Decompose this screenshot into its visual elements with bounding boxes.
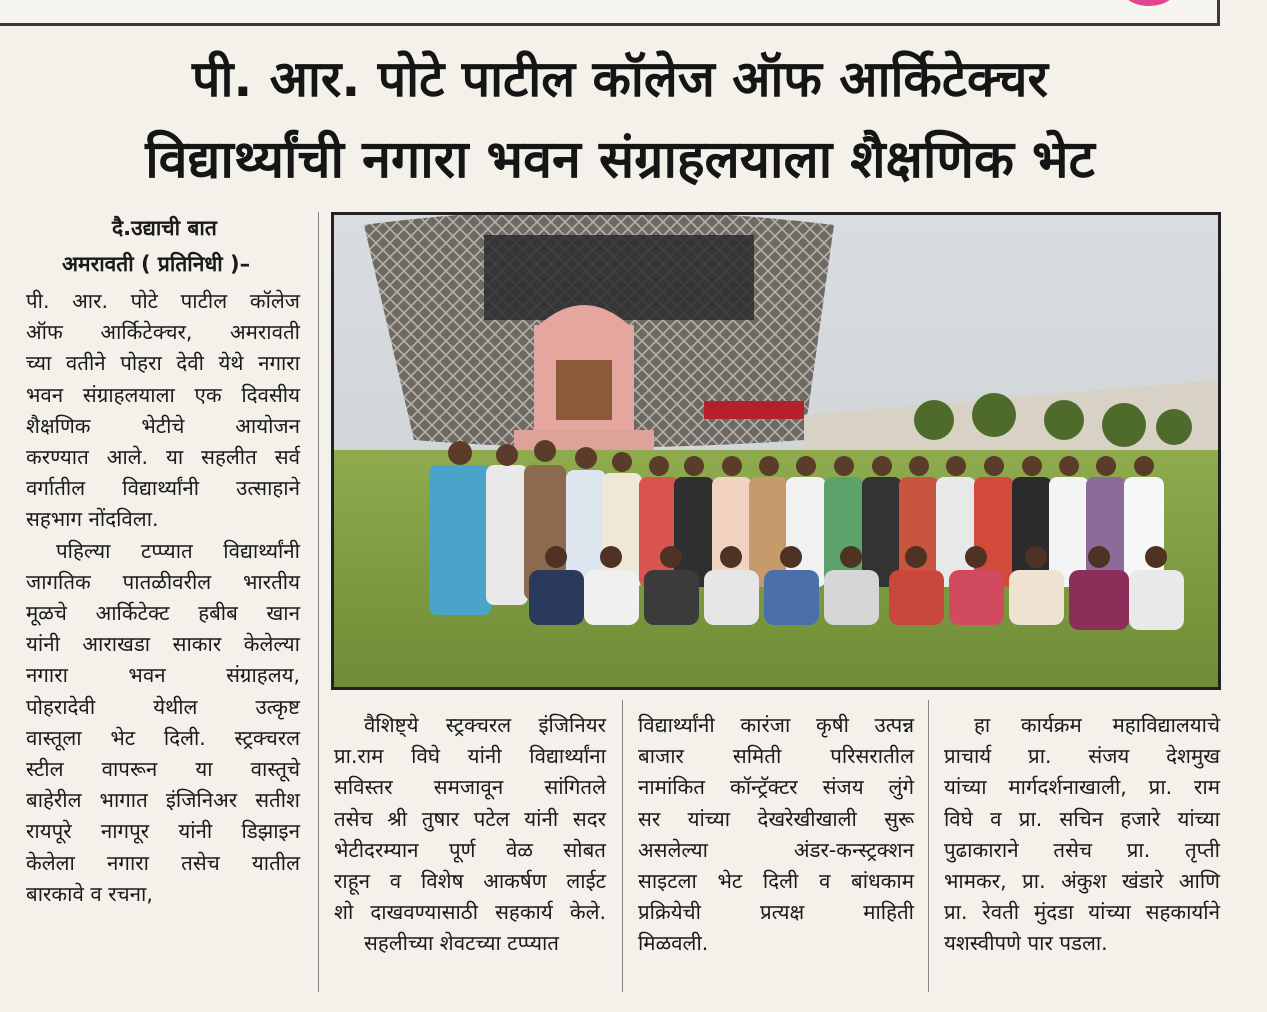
- article-line: सर यांच्या देखरेखीखाली सुरू: [638, 806, 914, 831]
- article-line: प्रा. रेवती मुंदडा यांच्या सहकार्याने: [944, 900, 1220, 925]
- column-rule-1: [318, 212, 319, 992]
- column-rule-2: [622, 700, 623, 992]
- article-column-3: [638, 710, 914, 960]
- headline-line-2: विद्यार्थ्यांची नगारा भवन संग्राहलयाला शैक्षणिक भेट: [145, 130, 1095, 190]
- article-line: सहलीच्या शेवटच्या टप्प्यात: [364, 931, 559, 956]
- article-line: पोहरादेवी येथील उत्कृष्ट: [26, 694, 300, 719]
- article-line: नामांकित कॉन्ट्रॅक्टर संजय लुंगे: [638, 775, 914, 800]
- article-line: बाजार समिती परिसरातील: [638, 744, 914, 769]
- top-frame: [0, 0, 1220, 26]
- article-line: मिळवली.: [638, 931, 709, 956]
- group-photo: [331, 212, 1221, 690]
- headline-line-1: पी. आर. पोटे पाटील कॉलेज ऑफ आर्किटेक्चर: [192, 50, 1048, 108]
- source-credit: दै.उद्याची बात: [112, 216, 217, 240]
- article-line: वर्गातील विद्यार्थ्यांनी उत्साहाने: [26, 476, 300, 501]
- article-line: प्रक्रियेची प्रत्यक्ष माहिती: [638, 900, 914, 925]
- article-column-4: [944, 710, 1220, 960]
- article-line: यशस्वीपणे पार पडला.: [944, 931, 1108, 956]
- article-line: भामकर, प्रा. अंकुश खंडारे आणि: [944, 869, 1220, 894]
- article-line: स्टील वापरून या वास्तूचे: [26, 757, 300, 782]
- statue-arch: [556, 360, 612, 420]
- building-screen: [484, 235, 754, 320]
- article-line: च्या वतीने पोहरा देवी येथे नगारा: [26, 351, 300, 376]
- article-line: यांच्या मार्गदर्शनाखाली, प्रा. राम: [944, 775, 1220, 800]
- article-line: सविस्तर समजावून सांगितले: [334, 775, 606, 800]
- article-line: प्राचार्य प्रा. संजय देशमुख: [944, 744, 1220, 769]
- article-line: विद्यार्थ्यांनी कारंजा कृषी उत्पन्न: [638, 713, 914, 737]
- article-line: असलेल्या अंडर-कन्स्ट्रक्शन: [638, 837, 914, 862]
- article-line: शैक्षणिक भेटीचे आयोजन: [26, 413, 300, 438]
- article-line: यांनी आराखडा साकार केलेल्या: [26, 632, 300, 657]
- article-line: हा कार्यक्रम महाविद्यालयाचे: [974, 713, 1220, 737]
- article-line: भेटीदरम्यान पूर्ण वेळ सोबत: [334, 837, 606, 862]
- article-line: वैशिष्ट्ये स्ट्रक्चरल इंजिनियर: [364, 713, 606, 737]
- article-line: वास्तूला भेट दिली. स्ट्रक्चरल: [26, 725, 300, 750]
- article-line: नगारा भवन संग्राहलय,: [26, 663, 300, 688]
- article-line: राहून व विशेष आकर्षण लाईट: [334, 869, 606, 894]
- article-column-2: [334, 710, 606, 960]
- article-line: मूळचे आर्किटेक्ट हबीब खान: [26, 601, 300, 626]
- article-line: विघे व प्रा. सचिन हजारे यांच्या: [944, 806, 1220, 831]
- group-photo-illustration: [334, 215, 1218, 687]
- article-line: प्रा.राम विघे यांनी विद्यार्थ्यांना: [334, 744, 606, 769]
- red-banner: [704, 401, 804, 419]
- column-rule-3: [928, 700, 929, 992]
- article-line: शो दाखवण्यासाठी सहकार्य केले.: [334, 900, 606, 925]
- article-line: बारकावे व रचना,: [26, 881, 153, 906]
- article-line: भवन संग्राहलयाला एक दिवसीय: [26, 382, 300, 407]
- article-line: केलेला नगारा तसेच यातील: [26, 850, 300, 875]
- article-line: पहिल्या टप्प्यात विद्यार्थ्यांनी: [56, 538, 300, 563]
- article-line: पी. आर. पोटे पाटील कॉलेज: [26, 289, 300, 313]
- dateline: अमरावती ( प्रतिनिधी )–: [62, 252, 251, 276]
- article-line: ऑफ आर्किटेक्चर, अमरावती: [26, 320, 300, 345]
- article-column-1: [26, 286, 300, 910]
- seated-students: [529, 570, 1184, 630]
- article-line: रायपूरे नागपूर यांनी डिझाइन: [26, 819, 300, 844]
- article-line: बाहेरील भागात इंजिनिअर सतीश: [26, 788, 300, 813]
- article-line: पुढाकाराने तसेच प्रा. तृप्ती: [944, 837, 1220, 862]
- article-line: तसेच श्री तुषार पटेल यांनी सदर: [334, 806, 606, 831]
- article-line: करण्यात आले. या सहलीत सर्व: [26, 445, 300, 470]
- article-line: साइटला भेट दिली व बांधकाम: [638, 869, 914, 894]
- article-line: सहभाग नोंदविला.: [26, 507, 159, 532]
- article-line: जागतिक पातळीवरील भारतीय: [26, 569, 300, 594]
